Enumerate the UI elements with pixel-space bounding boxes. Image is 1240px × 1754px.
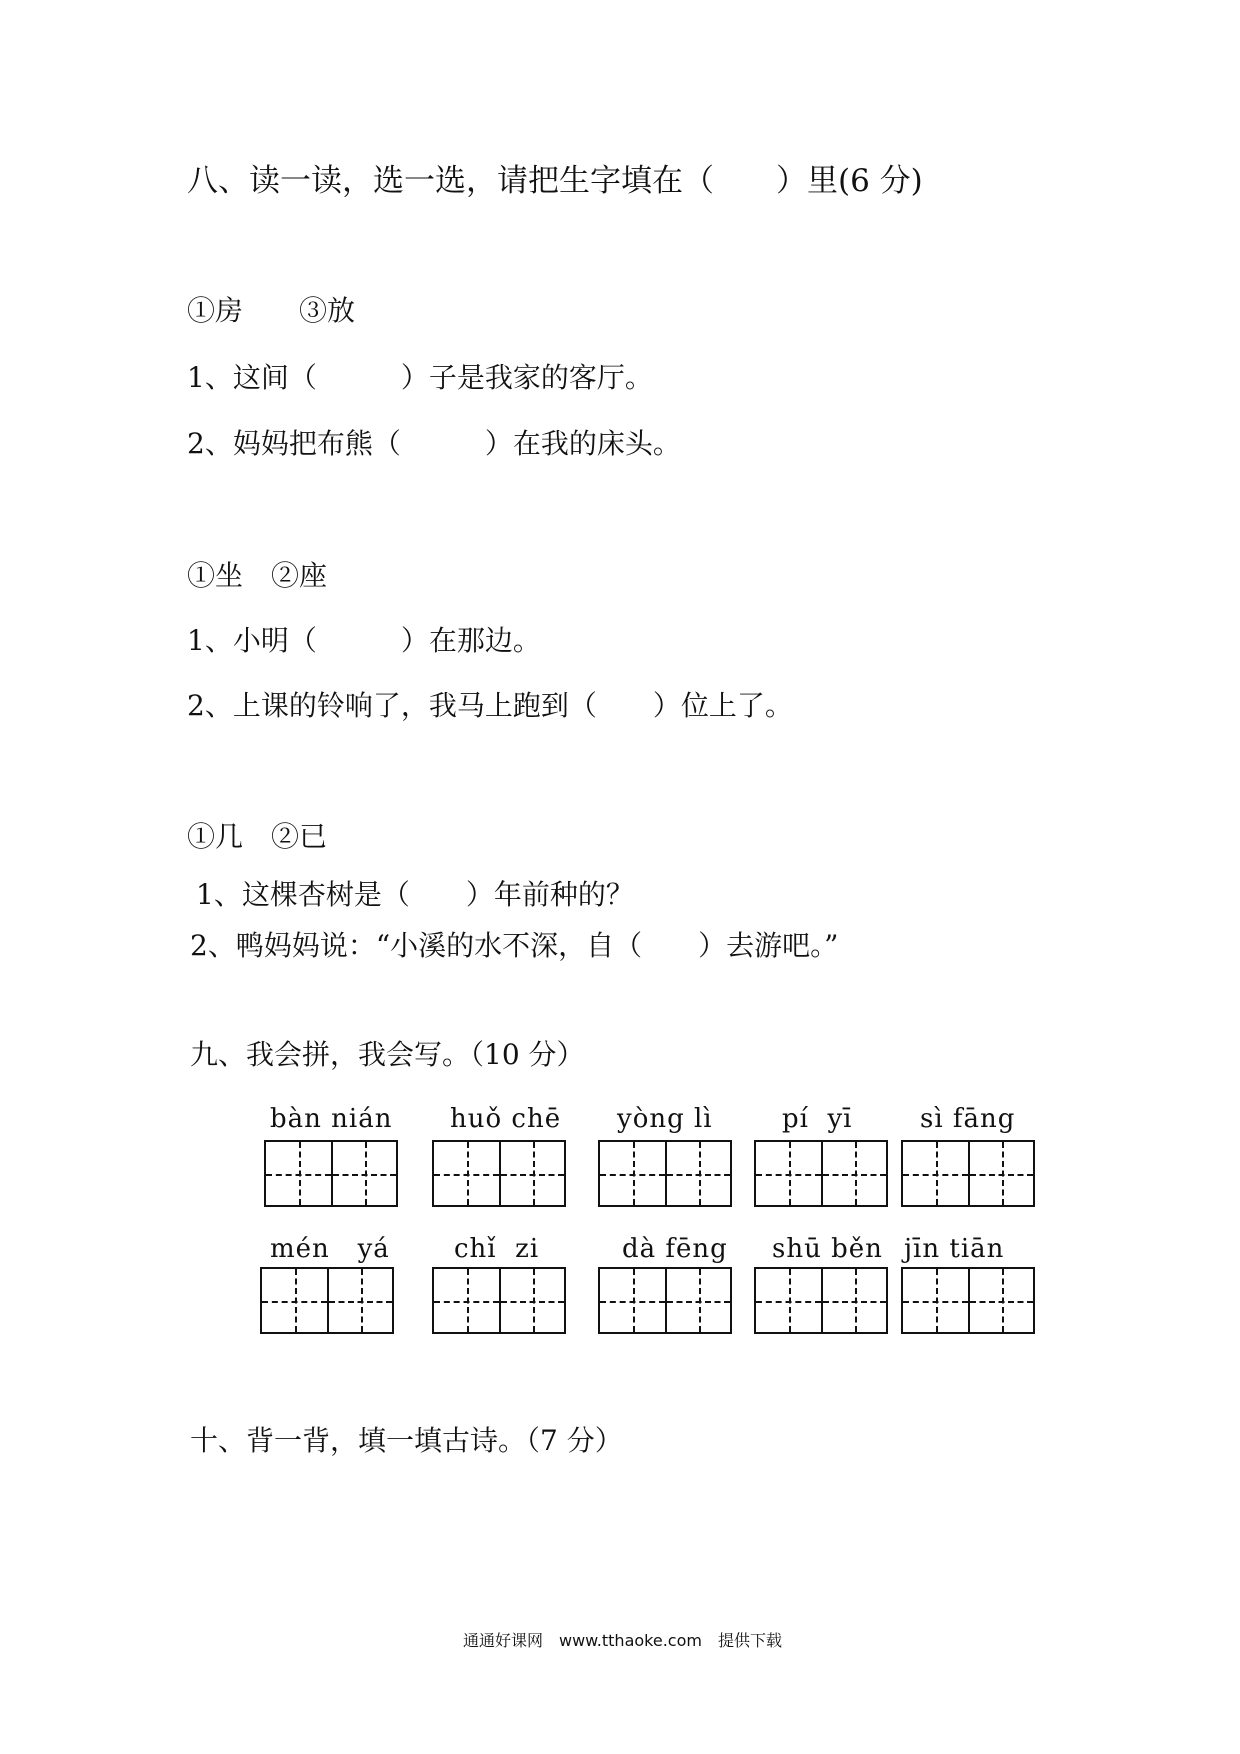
writing-cell[interactable]	[903, 1269, 968, 1332]
pinyin-2-2: chǐ zi	[454, 1234, 540, 1264]
group-2-item-2: 2、上课的铃响了，我马上跑到（ ）位上了。	[187, 689, 793, 722]
writing-cell[interactable]	[262, 1269, 327, 1332]
writing-grid[interactable]	[432, 1267, 566, 1334]
pinyin-1-2: huǒ chē	[450, 1104, 562, 1134]
writing-cell[interactable]	[756, 1269, 821, 1332]
group-1-item-2: 2、妈妈把布熊（ ）在我的床头。	[187, 427, 681, 460]
pinyin-1-3: yòng lì	[617, 1104, 713, 1134]
pinyin-1-4: pí yī	[782, 1104, 853, 1134]
group-1-item-1: 1、这间（ ）子是我家的客厅。	[187, 361, 653, 394]
writing-grid[interactable]	[754, 1140, 888, 1207]
section-8-heading: 八、读一读，选一选，请把生字填在（ ）里(6 分)	[187, 163, 923, 199]
writing-cell[interactable]	[327, 1269, 392, 1332]
writing-grid[interactable]	[754, 1267, 888, 1334]
group-3-item-2: 2、鸭妈妈说：“小溪的水不深，自（ ）去游吧。”	[190, 929, 839, 962]
writing-grid[interactable]	[264, 1140, 398, 1207]
writing-grid[interactable]	[901, 1140, 1035, 1207]
writing-cell[interactable]	[665, 1269, 730, 1332]
section-9-heading: 九、我会拼，我会写。（10 分）	[190, 1038, 585, 1071]
page-footer: 通通好课网 www.tthaoke.com 提供下载	[463, 1631, 782, 1650]
writing-cell[interactable]	[821, 1142, 886, 1205]
pinyin-1-5: sì fāng	[920, 1104, 1016, 1134]
writing-grid[interactable]	[432, 1140, 566, 1207]
pinyin-2-1: mén yá	[270, 1234, 390, 1264]
section-10-heading: 十、背一背，填一填古诗。（7 分）	[190, 1424, 623, 1457]
writing-cell[interactable]	[499, 1142, 564, 1205]
writing-cell[interactable]	[331, 1142, 396, 1205]
pinyin-2-4: shū běn	[772, 1234, 883, 1264]
writing-grid[interactable]	[598, 1140, 732, 1207]
writing-cell[interactable]	[434, 1269, 499, 1332]
writing-grid[interactable]	[598, 1267, 732, 1334]
pinyin-2-5: jīn tiān	[904, 1234, 1005, 1264]
writing-cell[interactable]	[968, 1142, 1033, 1205]
writing-cell[interactable]	[600, 1269, 665, 1332]
writing-cell[interactable]	[821, 1269, 886, 1332]
writing-cell[interactable]	[434, 1142, 499, 1205]
writing-cell[interactable]	[756, 1142, 821, 1205]
writing-cell[interactable]	[499, 1269, 564, 1332]
group-2-item-1: 1、小明（ ）在那边。	[187, 624, 541, 657]
writing-cell[interactable]	[665, 1142, 730, 1205]
writing-cell[interactable]	[266, 1142, 331, 1205]
group-3-options: ①几 ②已	[187, 820, 328, 853]
writing-cell[interactable]	[600, 1142, 665, 1205]
group-2-options: ①坐 ②座	[187, 559, 328, 592]
writing-grid[interactable]	[260, 1267, 394, 1334]
writing-cell[interactable]	[903, 1142, 968, 1205]
writing-cell[interactable]	[968, 1269, 1033, 1332]
pinyin-1-1: bàn nián	[270, 1104, 393, 1134]
group-3-item-1: 1、这棵杏树是（ ）年前种的？	[196, 878, 634, 911]
group-1-options: ①房 ③放	[187, 294, 356, 327]
writing-grid[interactable]	[901, 1267, 1035, 1334]
pinyin-2-3: dà fēng	[622, 1234, 728, 1264]
